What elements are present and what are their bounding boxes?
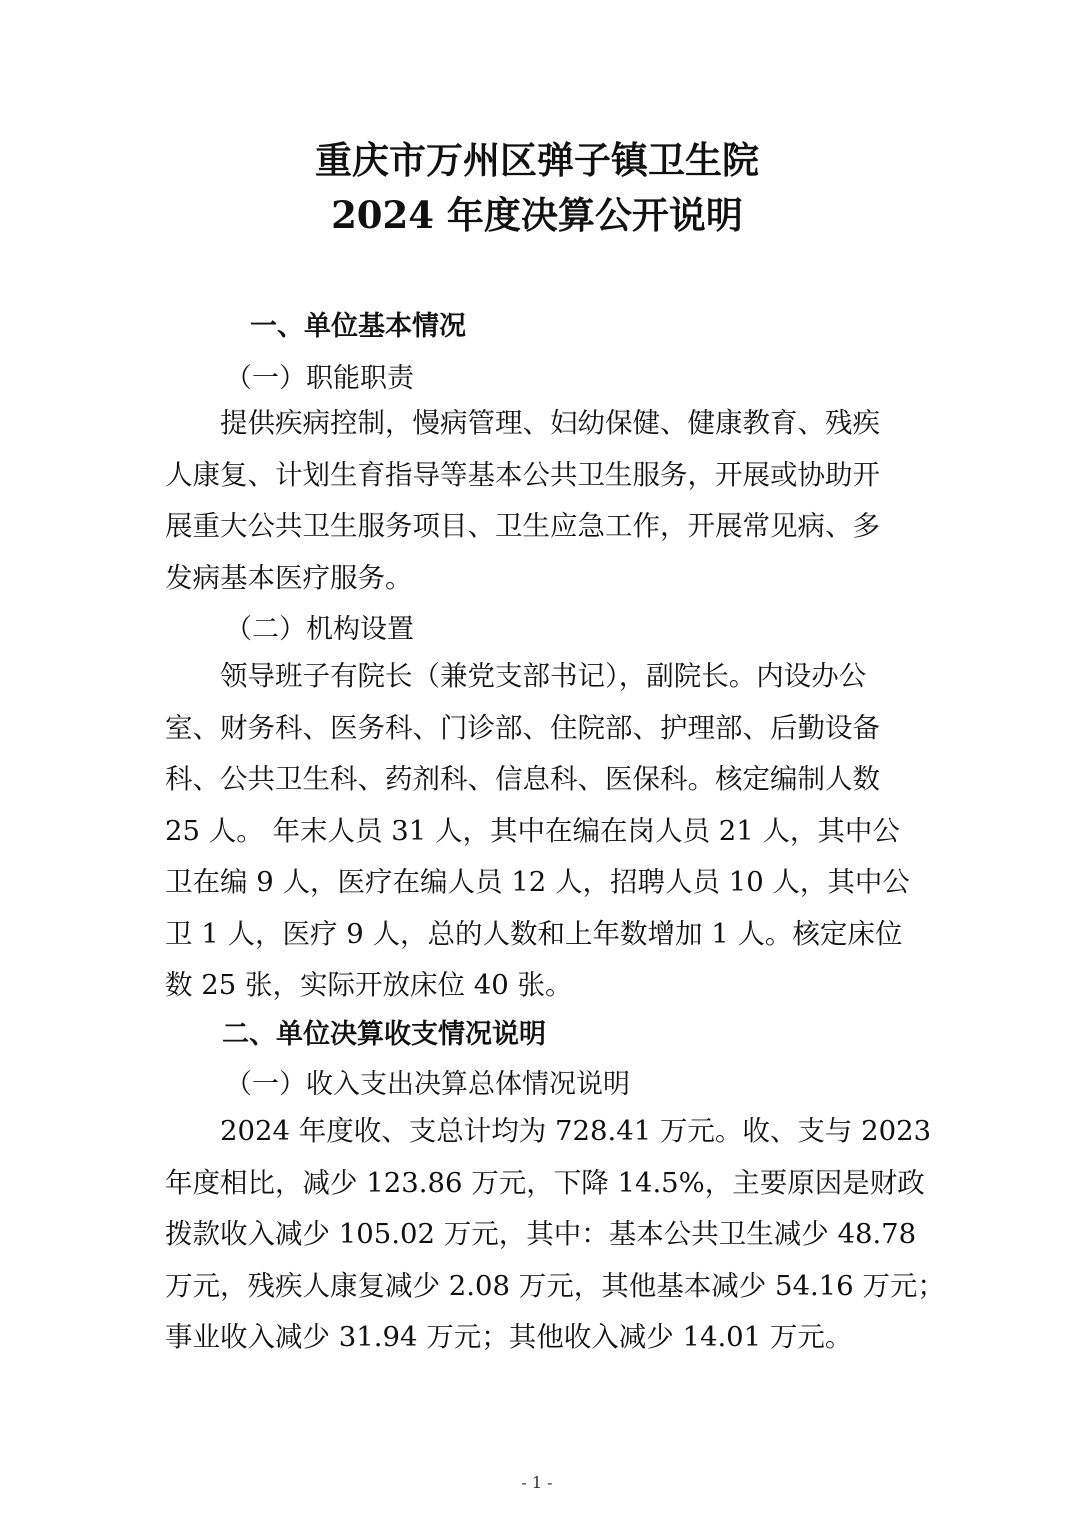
page-number: - 1 -	[521, 1473, 553, 1492]
paragraph-line: 发病基本医疗服务。	[165, 561, 413, 594]
paragraph-organization	[165, 651, 913, 1012]
document-title-line1: 重庆市万州区弹子镇卫生院	[315, 138, 759, 182]
paragraph-income-expense	[165, 1106, 945, 1364]
subsection1-heading: （一）职能职责	[225, 363, 414, 394]
section2-heading: 二、单位决算收支情况说明	[222, 1019, 546, 1050]
paragraph-line: 人康复、计划生育指导等基本公共卫生服务，开展或协助开	[165, 458, 880, 491]
paragraph-line: 年度相比，减少 123.86 万元，下降 14.5%，主要原因是财政	[165, 1166, 925, 1199]
paragraph-line: 25 人。 年末人员 31 人，其中在编在岗人员 21 人，其中公	[165, 814, 900, 847]
paragraph-line: 数 25 张，实际开放床位 40 张。	[165, 969, 573, 1001]
paragraph-line: 卫在编 9 人，医疗在编人员 12 人，招聘人员 10 人，其中公	[165, 866, 910, 898]
paragraph-line: 展重大公共卫生服务项目、卫生应急工作，开展常见病、多	[165, 510, 880, 542]
paragraph-line: 科、公共卫生科、药剂科、信息科、医保科。核定编制人数	[165, 763, 880, 795]
paragraph-line: 室、财务科、医务科、门诊部、住院部、护理部、后勤设备	[165, 711, 880, 744]
paragraph-line: 领导班子有院长（兼党支部书记），副院长。内设办公	[165, 660, 867, 692]
paragraph-line: 卫 1 人，医疗 9 人，总的人数和上年数增加 1 人。核定床位	[165, 917, 903, 950]
paragraph-line: 提供疾病控制，慢病管理、妇幼保健、健康教育、残疾	[165, 407, 880, 439]
section1-heading: 一、单位基本情况	[250, 311, 466, 342]
paragraph-line: 万元，残疾人康复减少 2.08 万元，其他基本减少 54.16 万元；	[165, 1269, 945, 1302]
paragraph-line: 拨款收入减少 105.02 万元，其中：基本公共卫生减少 48.78	[165, 1218, 917, 1250]
subsection3-heading: （一）收入支出决算总体情况说明	[225, 1069, 630, 1100]
paragraph-line: 事业收入减少 31.94 万元；其他收入减少 14.01 万元。	[165, 1321, 853, 1353]
paragraph-functions	[165, 398, 913, 604]
paragraph-line: 2024 年度收、支总计均为 728.41 万元。收、支与 2023	[165, 1115, 932, 1147]
subsection2-heading: （二）机构设置	[225, 614, 414, 645]
document-title-line2: 2024 年度决算公开说明	[331, 193, 743, 237]
